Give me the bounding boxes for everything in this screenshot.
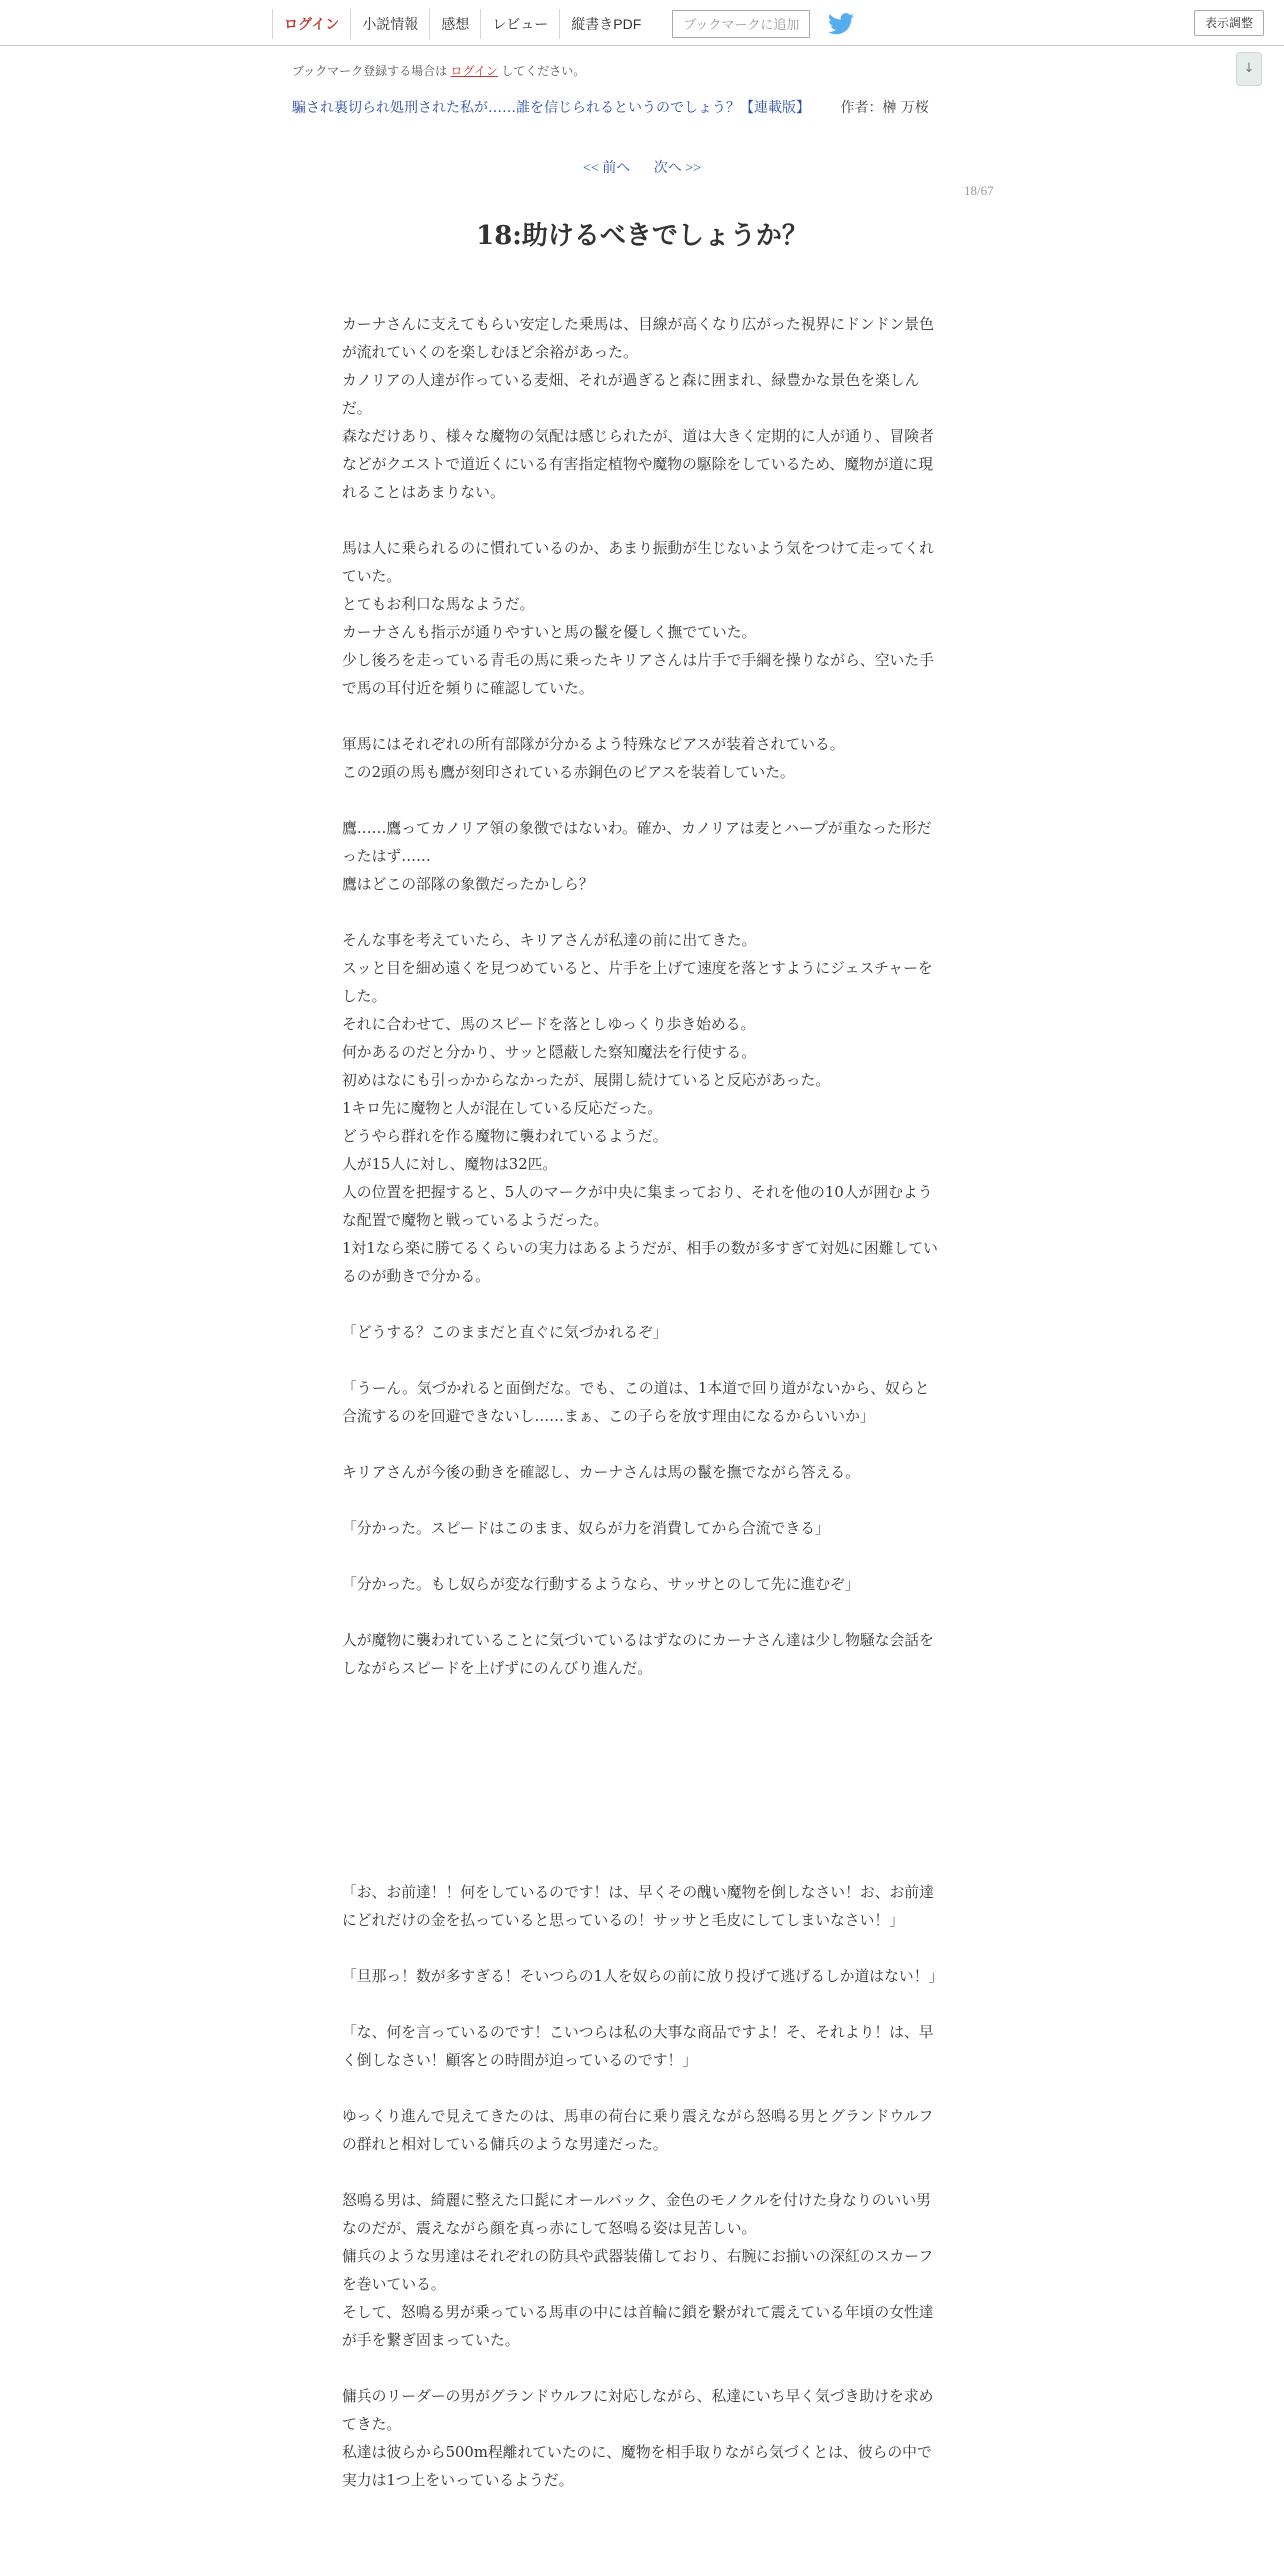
blank-line (342, 1935, 942, 1963)
body-paragraph: カーナさんに支えてもらい安定した乗馬は、目線が高くなり広がった視界にドンドン景色が流れていくのを楽しむほど余裕があった。 (342, 316, 934, 361)
body-paragraph: 人が15人に対し、魔物は32匹。 (342, 1156, 558, 1173)
blank-line (342, 2159, 942, 2187)
body-paragraph: 人が魔物に襲われていることに気づいているはずなのにカーナさん達は少し物騒な会話をしながらスピードを上げずにのんびり進んだ。 (342, 1632, 934, 1677)
nav-novel-info-link[interactable]: 小説情報 (350, 9, 429, 39)
series-info (292, 97, 929, 117)
body-paragraph: 鷹はどこの部隊の象徴だったかしら？ (342, 876, 594, 893)
body-paragraph: 「うーん。気づかれると面倒だな。でも、この道は、1本道で回り道がないから、奴らと合流するのを回避できないし……まぁ、この子らを放す理由になるからいいか」 (342, 1380, 930, 1425)
prev-chapter-link[interactable]: << 前へ (582, 161, 631, 176)
blank-line (342, 1487, 942, 1515)
nav-login-link[interactable]: ログイン (272, 9, 350, 39)
body-paragraph: そして、怒鳴る男が乗っている馬車の中には首輪に鎖を繋がれて震えている年頃の女性達が手を繋ぎ固まっていた。 (342, 2304, 934, 2349)
blank-line (342, 1543, 942, 1571)
nav-vertical-pdf-link[interactable]: 縦書きPDF (559, 9, 652, 39)
display-settings-button[interactable]: 表示調整 (1194, 10, 1264, 36)
author-name: 作者：榊 万桜 (840, 100, 929, 116)
body-paragraph: とてもお利口な馬なようだ。 (342, 596, 535, 613)
body-paragraph: 馬は人に乗られるのに慣れているのか、あまり振動が生じないよう気をつけて走ってくれていた。 (342, 540, 934, 585)
body-paragraph: それに合わせて、馬のスピードを落としゆっくり歩き始める。 (342, 1016, 756, 1033)
body-paragraph: 私達は彼らから500m程離れていたのに、魔物を相手取りながら気づくとは、彼らの中で実力は1つ上をいっているようだ。 (342, 2444, 932, 2489)
next-chapter-link[interactable]: 次へ >> (653, 161, 702, 176)
chapter-count: 18/67 (964, 183, 994, 198)
nav-review-link[interactable]: レビュー (480, 9, 559, 39)
body-paragraph: 傭兵のリーダーの男がグランドウルフに対応しながら、私達にいち早く気づき助けを求めてきた。 (342, 2388, 934, 2433)
body-paragraph: 「旦那っ！数が多すぎる！そいつらの1人を奴らの前に放り投げて逃げるしか道はない！」 (342, 1968, 944, 1985)
scroll-down-arrow-icon[interactable]: ↓ (1236, 52, 1262, 86)
body-paragraph: 何かあるのだと分かり、サッと隠蔽した察知魔法を行使する。 (342, 1044, 757, 1061)
body-paragraph: 1対1なら楽に勝てるくらいの実力はあるようだが、相手の数が多すぎて対処に困難しているのが動きで分かる。 (342, 1240, 938, 1285)
blank-line (342, 899, 942, 927)
body-paragraph: 怒鳴る男は、綺麗に整えた口髭にオールバック、金色のモノクルを付けた身なりのいい男なのだが、震えながら顔を真っ赤にして怒鳴る姿は見苦しい。 (342, 2192, 931, 2237)
blank-line (342, 1599, 942, 1627)
body-paragraph: 初めはなにも引っかからなかったが、展開し続けていると反応があった。 (342, 1072, 831, 1089)
blank-line (342, 703, 942, 731)
body-paragraph: 「な、何を言っているのです！こいつらは私の大事な商品ですよ！そ、それより！は、早く倒しなさい！顧客との時間が迫っているのです！」 (342, 2024, 934, 2069)
body-paragraph: 傭兵のような男達はそれぞれの防具や武器装備しており、右腕にお揃いの深紅のスカーフを巻いている。 (342, 2248, 934, 2293)
body-paragraph: どうやら群れを作る魔物に襲われているようだ。 (342, 1128, 668, 1145)
blank-line (342, 507, 942, 535)
body-paragraph: 森なだけあり、様々な魔物の気配は感じられたが、道は大きく定期的に人が通り、冒険者などがクエストで道近くにいる有害指定植物や魔物の駆除をしているため、魔物が道に現れることはあまりない。 (342, 428, 934, 501)
nav-impressions-link[interactable]: 感想 (429, 9, 480, 39)
body-paragraph: キリアさんが今後の動きを確認し、カーナさんは馬の鬣を撫でながら答える。 (342, 1464, 860, 1481)
chapter-pager (0, 157, 1284, 177)
chapter-body-part-1 (342, 311, 942, 1683)
body-paragraph: 「分かった。スピードはこのまま、奴らが力を消費してから合流できる」 (342, 1520, 830, 1537)
top-navigation-bar (0, 0, 1284, 46)
blank-line (342, 1991, 942, 2019)
body-paragraph: この2頭の馬も鷹が刻印されている赤銅色のピアスを装着していた。 (342, 764, 795, 781)
chapter-body-part-2 (342, 1879, 942, 2495)
body-paragraph: 少し後ろを走っている青毛の馬に乗ったキリアさんは片手で手綱を操りながら、空いた手で馬の耳付近を頻りに確認していた。 (342, 652, 934, 697)
series-title-link[interactable]: 騙され裏切られ処刑された私が……誰を信じられるというのでしょう？【連載版】 (292, 100, 810, 116)
body-paragraph: 「お、お前達！！何をしているのです！は、早くその醜い魔物を倒しなさい！お、お前達にどれだけの金を払っていると思っているの！サッサと毛皮にしてしまいなさい！」 (342, 1884, 934, 1929)
blank-line (342, 787, 942, 815)
twitter-bird-icon[interactable] (828, 13, 854, 35)
blank-line (342, 1291, 942, 1319)
body-paragraph: 鷹……鷹ってカノリア領の象徴ではないわ。確か、カノリアは麦とハープが重なった形だったはず…… (342, 820, 932, 865)
body-paragraph: カノリアの人達が作っている麦畑、それが過ぎると森に囲まれ、緑豊かな景色を楽しんだ。 (342, 372, 920, 417)
body-paragraph: そんな事を考えていたら、キリアさんが私達の前に出てきた。 (342, 932, 757, 949)
notice-login-link[interactable]: ログイン (450, 64, 498, 78)
chapter-title: 18:助けるべきでしょうか？ (476, 221, 808, 251)
body-paragraph: スッと目を細め遠くを見つめていると、片手を上げて速度を落とすようにジェスチャーをした。 (342, 960, 933, 1005)
body-paragraph: 1キロ先に魔物と人が混在している反応だった。 (342, 1100, 663, 1117)
body-paragraph: 「分かった。もし奴らが変な行動するようなら、サッサとのして先に進むぞ」 (342, 1576, 860, 1593)
main-nav (272, 8, 854, 40)
body-paragraph: 人の位置を把握すると、5人のマークが中央に集まっており、それを他の10人が囲むような配置で魔物と戦っているようだった。 (342, 1184, 933, 1229)
bookmark-login-notice (292, 62, 585, 79)
notice-text-after: してください。 (501, 64, 586, 78)
add-bookmark-button[interactable]: ブックマークに追加 (672, 10, 810, 38)
body-paragraph: 軍馬にはそれぞれの所有部隊が分かるよう特殊なピアスが装着されている。 (342, 736, 845, 753)
body-paragraph: ゆっくり進んで見えてきたのは、馬車の荷台に乗り震えながら怒鳴る男とグランドウルフの群れと相対している傭兵のような男達だった。 (342, 2108, 934, 2153)
body-paragraph: 「どうする？このままだと直ぐに気づかれるぞ」 (342, 1324, 668, 1341)
blank-line (342, 1431, 942, 1459)
notice-text-before: ブックマーク登録する場合は (292, 64, 448, 78)
blank-line (342, 2355, 942, 2383)
blank-line (342, 1347, 942, 1375)
body-paragraph: カーナさんも指示が通りやすいと馬の鬣を優しく撫でていた。 (342, 624, 757, 641)
blank-line (342, 2075, 942, 2103)
